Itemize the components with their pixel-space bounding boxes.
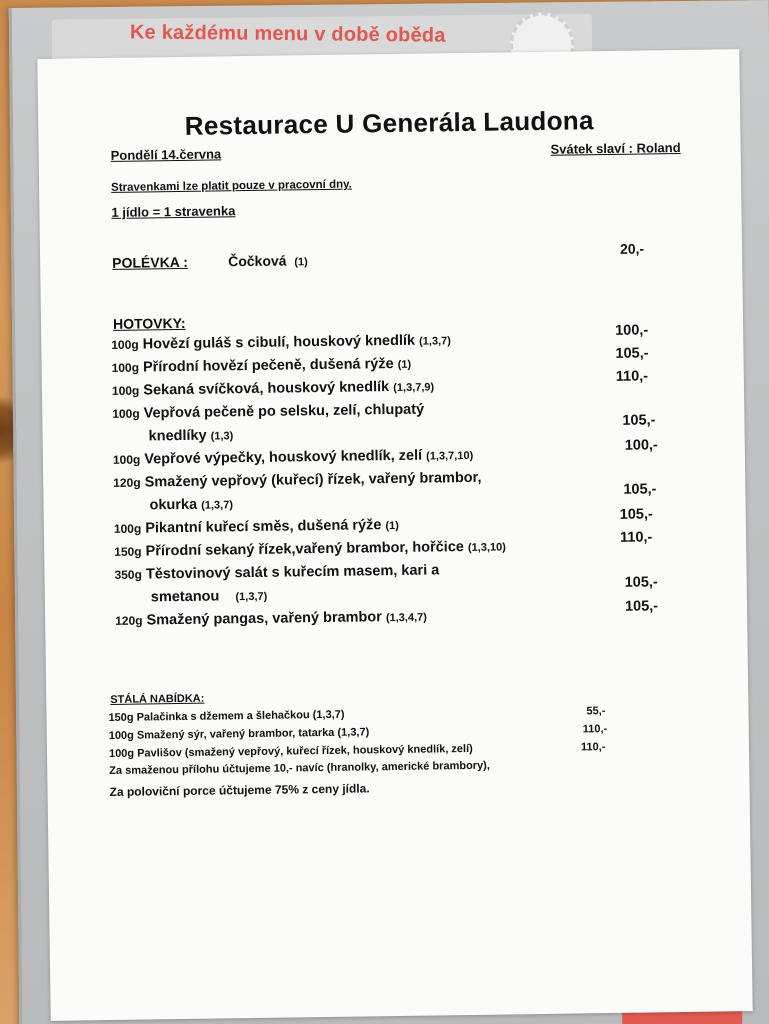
soup-allergens: (1) bbox=[294, 256, 308, 269]
dish-name: Vepřové výpečky, houskový knedlík, zelí bbox=[144, 447, 423, 468]
permanent-price: 110,- bbox=[582, 723, 608, 736]
permanent-item: 100g Pavlišov (smažený vepřový, kuřecí řízek, houskový knedlík, zelí) bbox=[108, 742, 473, 761]
dish-weight: 100g bbox=[111, 383, 140, 398]
dish-price: 105,- bbox=[624, 574, 658, 591]
dish-price: 105,- bbox=[623, 481, 657, 498]
dish-allergens: (1,3,10) bbox=[467, 541, 506, 554]
dish-allergens: (1,3,7,9) bbox=[393, 381, 435, 395]
side-dish-note: Za smaženou přílohu účtujeme 10,- navíc (hranolky, americké brambory), bbox=[109, 759, 490, 778]
permanent-item: 150g Palačinka s džemem a šlehačkou (1,3,7) bbox=[108, 708, 345, 725]
dish-name-cont: smetanou bbox=[150, 588, 220, 606]
dish-allergens: (1,3,7) bbox=[235, 590, 268, 604]
dish-name: Těstovinový salát s kuřecím masem, kari a bbox=[145, 562, 440, 583]
menu-date: Pondělí 14.června bbox=[110, 146, 222, 163]
dish-allergens: (1,3,4,7) bbox=[385, 611, 427, 625]
dish-price: 105,- bbox=[622, 412, 656, 429]
dish-weight: 100g bbox=[112, 452, 141, 467]
soup-price: 20,- bbox=[619, 240, 645, 257]
dish-name: Vepřová pečeně po selsku, zelí, chlupatý bbox=[143, 401, 425, 422]
dish-price: 110,- bbox=[619, 529, 653, 546]
dish-weight: 100g bbox=[113, 521, 142, 536]
dish-name: Hovězí guláš s cibulí, houskový knedlík bbox=[142, 332, 416, 353]
permanent-offer-label: STÁLÁ NABÍDKA: bbox=[110, 692, 205, 706]
sleeve-tagline: Ke každému menu v době oběda bbox=[129, 21, 446, 47]
dish-weight: 100g bbox=[111, 337, 139, 352]
dish-allergens: (1,3,7,10) bbox=[426, 449, 474, 463]
dish-weight: 150g bbox=[114, 544, 142, 559]
dish-name: Přírodní hovězí pečeně, dušená rýže bbox=[142, 356, 394, 376]
dish-price: 110,- bbox=[615, 368, 649, 385]
mains-label: HOTOVKY: bbox=[112, 314, 186, 332]
dish-name: Smažený vepřový (kuřecí) řízek, vařený brambor, bbox=[144, 469, 482, 491]
dish-price: 105,- bbox=[619, 506, 653, 523]
dish-name-cont: okurka bbox=[149, 496, 198, 514]
dish-allergens: (1) bbox=[385, 519, 399, 533]
vouchers-note: Stravenkami lze platit pouze v pracovní dny. bbox=[111, 178, 352, 194]
soup-label: POLÉVKA : bbox=[112, 253, 188, 271]
restaurant-title: Restaurace U Generála Laudona bbox=[184, 105, 594, 141]
dish-allergens: (1,3,7) bbox=[201, 499, 234, 512]
dish-name: Pikantní kuřecí směs, dušená rýže bbox=[145, 517, 382, 537]
soup-name-text: Čočková bbox=[228, 252, 287, 270]
dish-weight: 100g bbox=[111, 360, 140, 375]
dish-price: 105,- bbox=[624, 598, 659, 615]
nameday: Svátek slaví : Roland bbox=[550, 139, 681, 157]
soup-name bbox=[228, 252, 308, 269]
dish-price: 100,- bbox=[615, 322, 649, 339]
dish-allergens: (1,3,7) bbox=[419, 335, 451, 348]
dish-weight: 120g bbox=[113, 475, 141, 490]
permanent-price: 55,- bbox=[586, 705, 606, 718]
vouchers-rule: 1 jídlo = 1 stravenka bbox=[111, 203, 236, 220]
half-portion-note: Za poloviční porce účtujeme 75% z ceny jídla. bbox=[109, 781, 370, 800]
dish-name-cont: knedlíky bbox=[148, 427, 207, 445]
permanent-price: 110,- bbox=[580, 741, 606, 754]
dish-weight: 350g bbox=[114, 567, 142, 582]
dish-weight: 100g bbox=[112, 406, 140, 421]
dish-weight: 120g bbox=[115, 613, 143, 628]
dish-price: 100,- bbox=[624, 437, 658, 454]
dish-allergens: (1) bbox=[397, 358, 412, 371]
dish-name: Smažený pangas, vařený brambor bbox=[146, 609, 382, 629]
dish-allergens: (1,3) bbox=[210, 430, 234, 443]
dish-name: Přírodní sekaný řízek,vařený brambor, hořčice bbox=[145, 539, 465, 560]
dish-price: 105,- bbox=[615, 345, 649, 362]
permanent-item: 100g Smažený sýr, vařený brambor, tatarka (1,3,7) bbox=[108, 726, 370, 743]
dish-name: Sekaná svíčková, houskový knedlík bbox=[143, 379, 390, 399]
menu-sheet bbox=[37, 49, 752, 1021]
